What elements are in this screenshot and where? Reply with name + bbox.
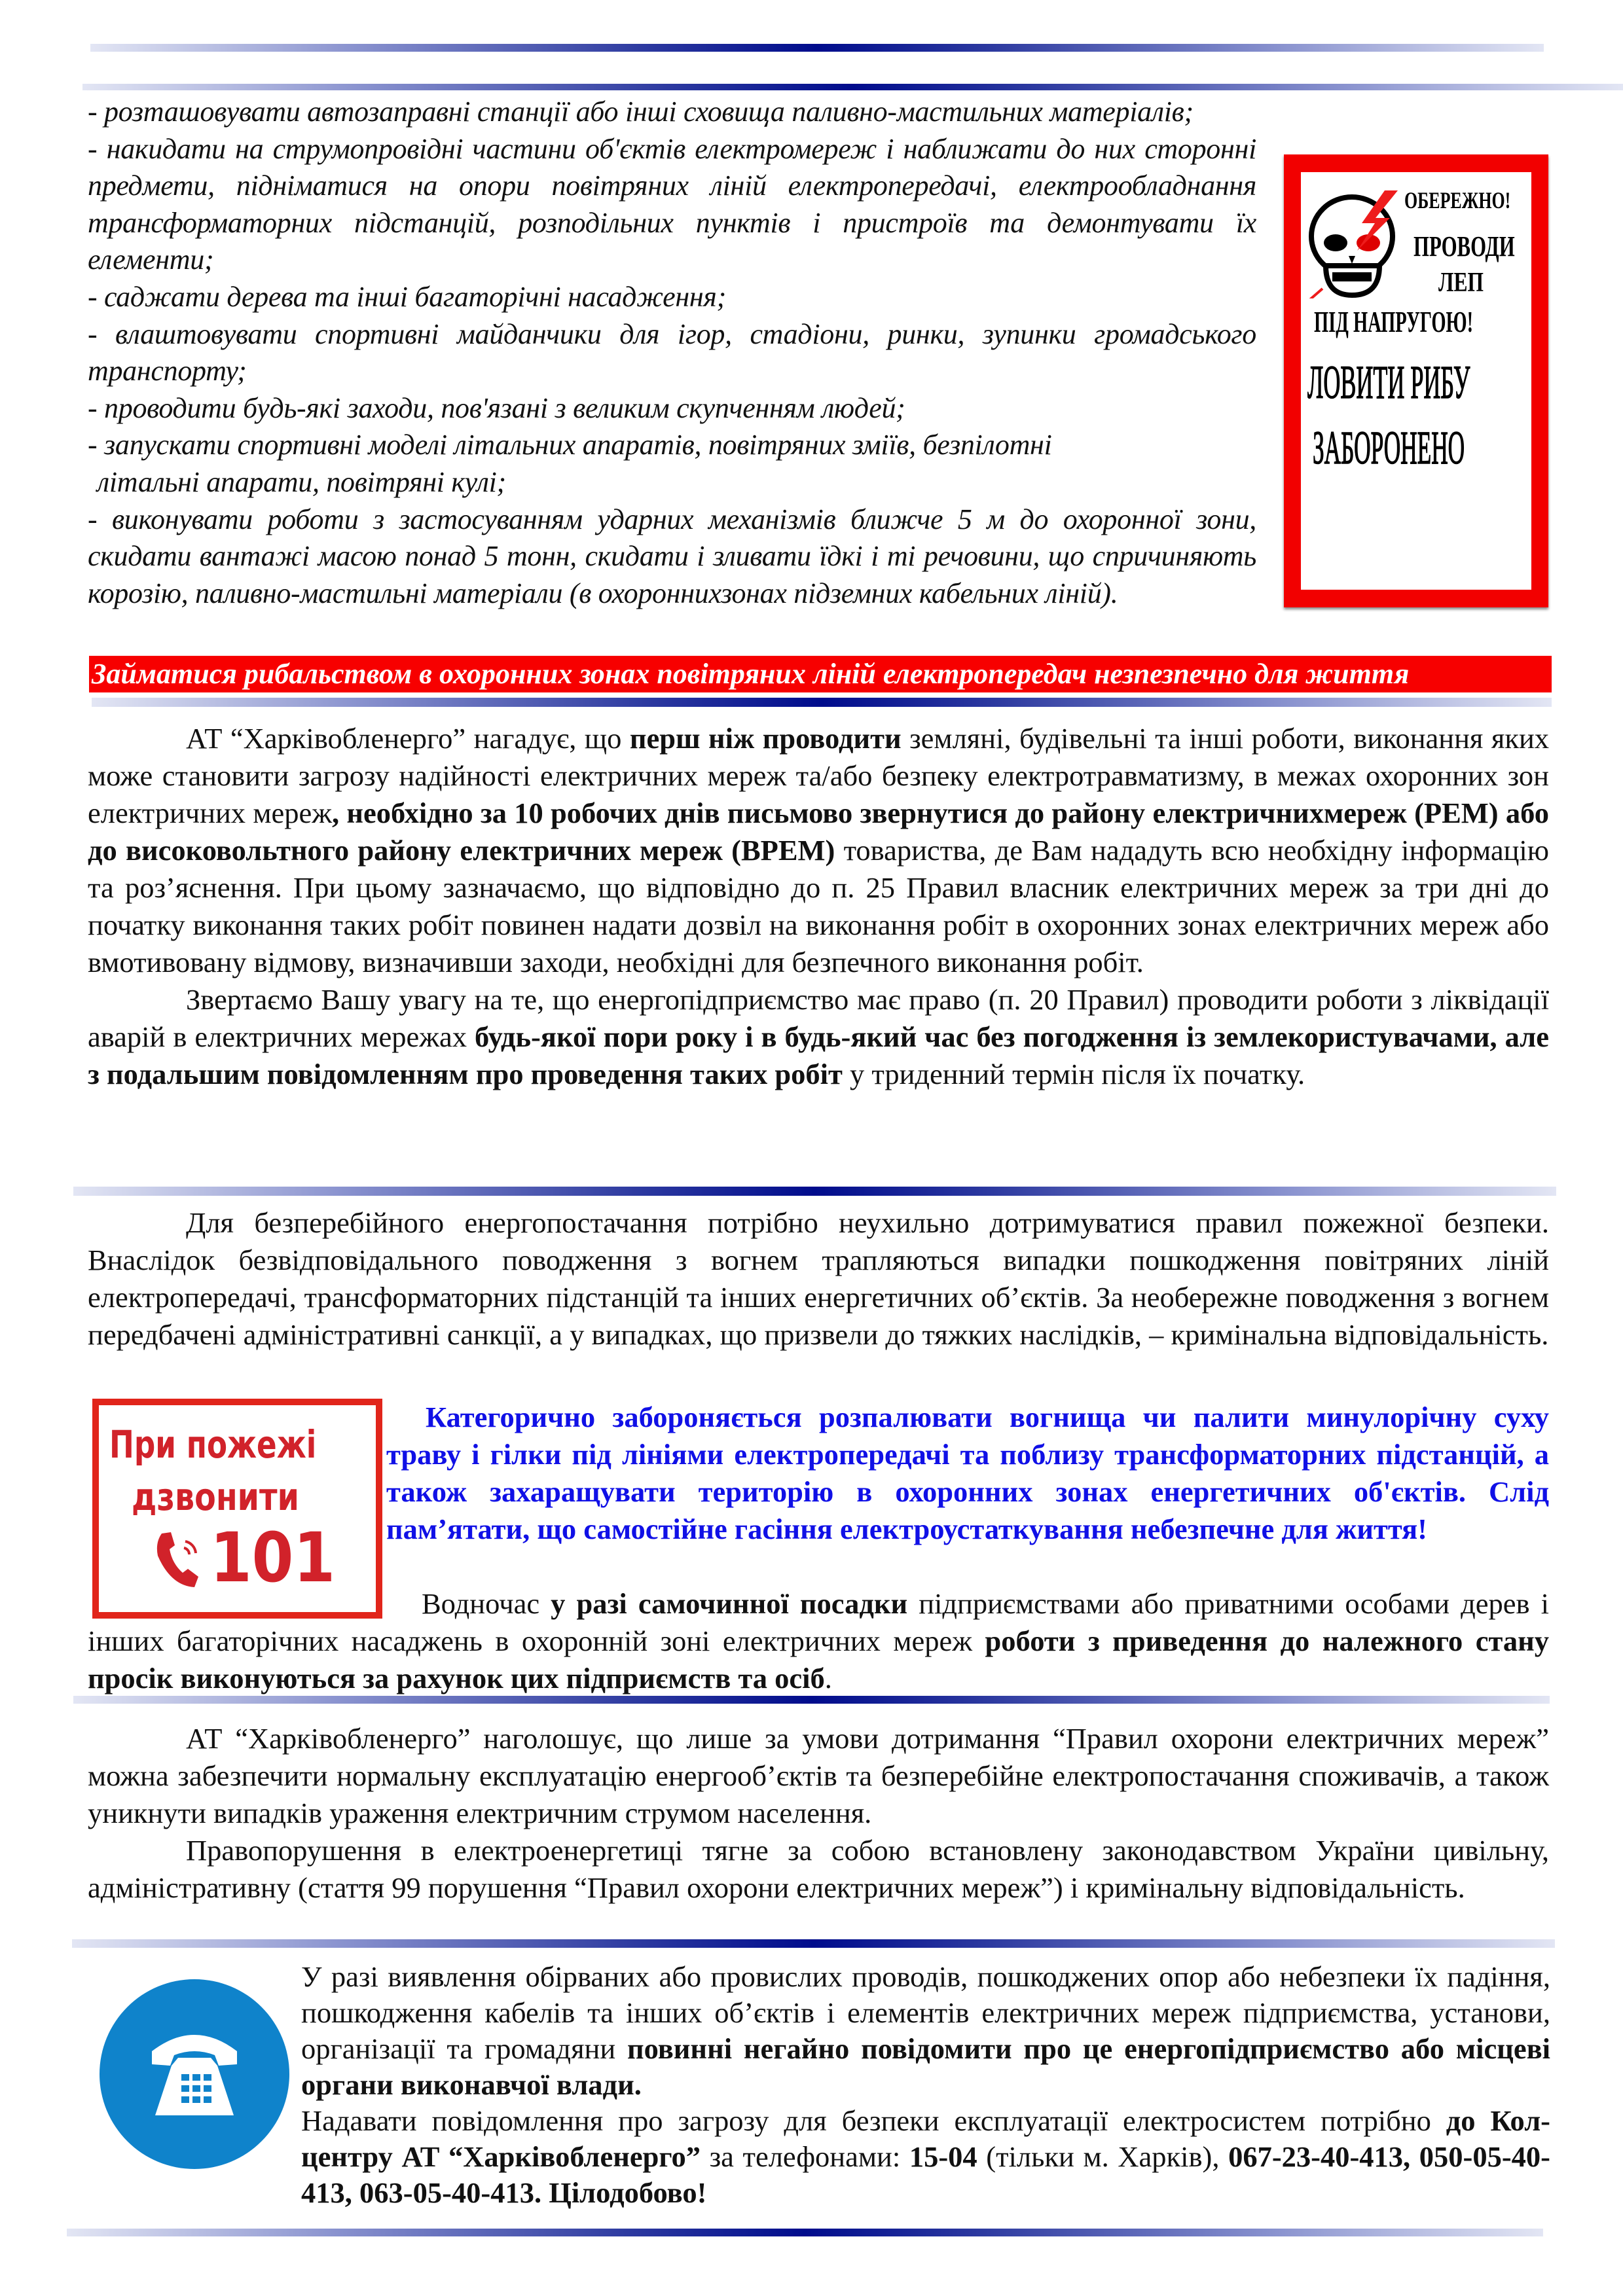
prohibition-item: - проводити будь-які заходи, пов'язані з великим скупченням людей; [88, 391, 905, 424]
telephone-icon [100, 1979, 289, 2169]
emphasis: будь-якої пори року і в будь-який час без погодження із землекористувачами, але з подальшим повідомленням про проведення таких робіт [88, 1020, 1549, 1090]
prohibition-item: - влаштовувати спортивні майданчики для ігор, стадіони, ринки, зупинки громадського транспорту; [88, 317, 1256, 387]
divider-rule-2 [92, 698, 1552, 707]
sign-line-live: ПІД НАПРУГОЮ! [1314, 305, 1474, 338]
rules-section [88, 1720, 1549, 1907]
liability-paragraph: Правопорушення в електроенергетиці тягне за собою встановлену законодавством України цивільну, адміністративну (стаття 99 порушення “Правил охорони електричних мереж”) і кримінальну відповідальність. [88, 1834, 1549, 1904]
divider-rule-bottom [67, 2229, 1543, 2236]
prohibition-item: - розташовувати автозаправні станції або інші сховища паливно-мастильних матеріалів; [88, 96, 1194, 128]
contact-section [301, 1959, 1550, 2211]
prohibition-item: - виконувати роботи з застосуванням ударних механізмів ближче 5 м до охоронної зони, скидати вантажі масою понад 5 тонн, скидати і зливати їдкі і ті речовини, що спричиняють корозію, паливно-мастильні матеріали (в охороннихзонах підземних кабельних ліній). [88, 503, 1256, 609]
divider-rule-1 [82, 84, 1623, 90]
text: земляні, будівельні та інші роботи, виконання яких може становити загрозу надійності електричних мереж та/або безпеку електротравматизму, в межах охоронних зон електричних мереж [88, 722, 1550, 829]
sign-line-caution: ОБЕРЕЖНО! [1404, 187, 1511, 213]
text: у триденний термін після їх початку. [842, 1058, 1305, 1090]
emphasis: повинні негайно повідомити про це енергопідприємство або місцеві органи виконавчої влади. [301, 2032, 1550, 2101]
works-notice-paragraph [88, 720, 1549, 981]
text: Водночас [422, 1587, 551, 1620]
phone-numbers[interactable]: 067-23-40-413, 050-05-40-413, 063-05-40-413. Цілодобово! [301, 2140, 1550, 2209]
sign-line-wires: ПРОВОДИ [1413, 230, 1515, 262]
skull-lightning-icon [1306, 190, 1404, 298]
report-damage-paragraph [301, 1959, 1550, 2103]
sign-line-fishing: ЛОВИТИ РИБУ [1307, 356, 1470, 408]
prohibition-item: - накидати на струмопровідні частини об'єктів електромереж і наближати до них сторонні предмети, підніматися на опори повітряних ліній електропередачі, електрообладнання трансформаторних підстанцій, розподільних пунктів і пристроїв та демонтувати їх елементи; [88, 132, 1256, 276]
sign-line-power-lines: ЛЕП [1438, 268, 1484, 298]
danger-banner: Займатися рибальством в охоронних зонах повітряних ліній електропередач незпезпечно для життя [89, 656, 1552, 692]
sign-line-prohibited: ЗАБОРОНЕНО [1313, 422, 1465, 474]
fire-sign-line2: дзвонити [132, 1475, 299, 1519]
phone-short-number[interactable]: 15-04 [909, 2140, 977, 2173]
fire-safety-section [88, 1204, 1549, 1354]
fire-warning-text: Категорично забороняється розпалювати вогнища чи палити минулорічну суху траву і гілки під лініями електропередачі та поблизу трансформаторних підстанцій, а також захаращувати територію в охоронних зонах енергетичних об'єктів. Слід пам’ятати, що самостійне гасіння електроустаткування небезпечне для життя! [386, 1401, 1549, 1545]
fishing-prohibited-sign [1284, 154, 1548, 607]
planting-notice-paragraph [88, 1585, 1549, 1697]
text: за телефонами: [700, 2140, 909, 2173]
works-notice-section [88, 720, 1549, 1093]
fire-sign-number: 101 [210, 1518, 336, 1598]
emphasis: роботи з приведення до належного стану просік виконуються за рахунок цих підприємств та осіб [88, 1624, 1550, 1695]
text: Звертаємо Вашу увагу на те, що енергопідприємство має право (п. 20 Правил) проводити роботи з ліквідації аварій в електричних мережах [88, 983, 1549, 1053]
prohibition-item: літальні апарати, повітряні кулі; [97, 465, 506, 498]
prohibitions-list [88, 94, 1256, 612]
phone-ringing-icon [153, 1530, 205, 1592]
emphasis: у разі самочинної посадки [551, 1587, 908, 1620]
call-center-paragraph [301, 2103, 1550, 2211]
prohibition-item: - запускати спортивні моделі літальних апаратів, повітряних зміїв, безпілотні [88, 429, 1052, 461]
rules-compliance-paragraph: АТ “Харківобленерго” наголошує, що лише за умови дотримання “Правил охорони електричних мереж” можна забезпечити нормальну експлуатацію енергооб’єктів та безперебійне електропостачання споживачів, а також уникнути випадків ураження електричним струмом населення. [88, 1722, 1549, 1829]
emergency-works-paragraph [88, 981, 1549, 1093]
text: товариства, де Вам нададуть всю необхідну інформацію та роз’яснення. При цьому зазначаємо, що відповідно до п. 25 Правил власник електричних мереж за три дні до початку виконання таких робіт повинен надати дозвіл на виконання робіт в охоронних зонах електричних мереж або вмотивовану відмову, визначивши заходи, необхідні для безпечного виконання робіт. [88, 834, 1549, 978]
call-center-name: до Кол-центру АТ “Харківобленерго” [301, 2104, 1550, 2173]
divider-rule-5 [72, 1939, 1555, 1948]
emphasis: , необхідно за 10 робочих днів письмово звернутися до району електричнихмереж (РЕМ) або до високовольтного району електричних мереж (ВРЕМ) [88, 797, 1549, 867]
text: У разі виявлення обірваних або провислих проводів, пошкоджених опор або небезпеки їх падіння, пошкодження кабелів та інших об’єктів і елементів електричних мереж підприємства, установи, організації та громадяни [301, 1960, 1550, 2065]
telephone-icon-glyph [100, 1979, 289, 2169]
divider-rule-top [90, 44, 1544, 52]
text: підприємствами або приватними особами дерев і інших багаторічних насаджень в охоронній зоні електричних мереж [88, 1587, 1549, 1657]
text: . [824, 1662, 832, 1695]
fire-sign-line1: При пожежі [109, 1422, 317, 1467]
emphasis: перш ніж проводити [629, 722, 902, 755]
planting-notice-section [88, 1585, 1549, 1697]
fire-safety-paragraph: Для безперебійного енергопостачання потрібно неухильно дотримуватися правил пожежної безпеки. Внаслідок безвідповідального поводження з вогнем трапляються випадки пошкодження повітряних ліній електропередачі, трансформаторних підстанцій та інших енергетичних об’єктів. За необережне поводження з вогнем передбачені адміністративні санкції, а у випадках, що призвели до тяжких наслідків, – кримінальна відповідальність. [88, 1206, 1549, 1351]
text: АТ “Харківобленерго” нагадує, що [186, 722, 630, 755]
text: Надавати повідомлення про загрозу для безпеки експлуатації електросистем потрібно [301, 2104, 1446, 2137]
text: (тільки м. Харків), [977, 2140, 1229, 2173]
fire-warning-section [386, 1399, 1549, 1548]
prohibition-item: - саджати дерева та інші багаторічні насадження; [88, 280, 726, 313]
divider-rule-3 [73, 1187, 1556, 1196]
